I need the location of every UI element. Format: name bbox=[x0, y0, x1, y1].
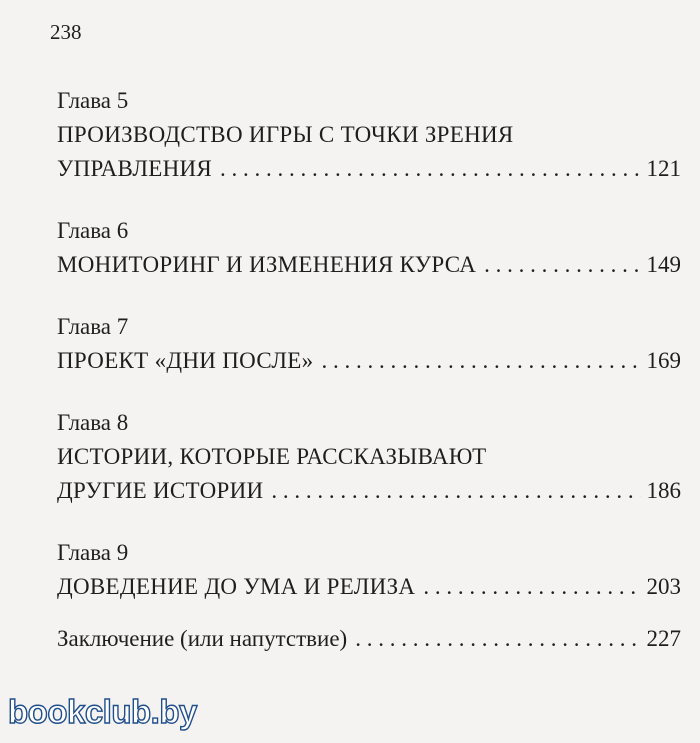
chapter-title-text: УПРАВЛЕНИЯ bbox=[57, 156, 213, 181]
toc-entry-conclusion[interactable] bbox=[57, 622, 681, 656]
conclusion-row bbox=[57, 622, 681, 656]
table-of-contents bbox=[57, 84, 681, 656]
conclusion-title: Заключение (или напутствие) bbox=[57, 626, 348, 651]
toc-entry-chapter-5[interactable] bbox=[57, 84, 681, 186]
toc-entry-chapter-7[interactable] bbox=[57, 310, 681, 378]
dot-leader bbox=[484, 248, 640, 282]
chapter-label: Глава 5 bbox=[57, 88, 129, 113]
chapter-title-text: МОНИТОРИНГ И ИЗМЕНЕНИЯ КУРСА bbox=[57, 252, 477, 277]
chapter-page-number: 186 bbox=[646, 478, 681, 503]
chapter-label: Глава 6 bbox=[57, 218, 129, 243]
chapter-label: Глава 8 bbox=[57, 410, 129, 435]
chapter-page-number: 203 bbox=[646, 574, 681, 599]
chapter-title-line: ПРОИЗВОДСТВО ИГРЫ С ТОЧКИ ЗРЕНИЯ bbox=[57, 122, 514, 147]
chapter-title-text: ДРУГИЕ ИСТОРИИ bbox=[57, 478, 264, 503]
dot-leader bbox=[423, 570, 640, 604]
chapter-title-row bbox=[57, 152, 681, 186]
chapter-page-number: 121 bbox=[646, 156, 681, 181]
chapter-page-number: 149 bbox=[646, 252, 681, 277]
chapter-title-row bbox=[57, 344, 681, 378]
chapter-title-row bbox=[57, 248, 681, 282]
toc-entry-chapter-6[interactable] bbox=[57, 214, 681, 282]
toc-entry-chapter-8[interactable] bbox=[57, 406, 681, 508]
chapter-label: Глава 9 bbox=[57, 540, 129, 565]
chapter-title-text: ПРОЕКТ «ДНИ ПОСЛЕ» bbox=[57, 348, 314, 373]
chapter-label: Глава 7 bbox=[57, 314, 129, 339]
watermark-logo: bookclub.by bbox=[8, 693, 197, 730]
conclusion-page-number: 227 bbox=[646, 626, 681, 651]
toc-entry-chapter-9[interactable] bbox=[57, 536, 681, 604]
dot-leader bbox=[220, 152, 640, 186]
chapter-title-row bbox=[57, 570, 681, 604]
chapter-page-number: 169 bbox=[646, 348, 681, 373]
chapter-title-text: ДОВЕДЕНИЕ ДО УМА И РЕЛИЗА bbox=[57, 574, 416, 599]
chapter-title-row bbox=[57, 474, 681, 508]
dot-leader bbox=[355, 622, 640, 656]
dot-leader bbox=[271, 474, 640, 508]
dot-leader bbox=[321, 344, 640, 378]
chapter-title-line: ИСТОРИИ, КОТОРЫЕ РАССКАЗЫВАЮТ bbox=[57, 444, 487, 469]
page-number: 238 bbox=[50, 20, 82, 44]
